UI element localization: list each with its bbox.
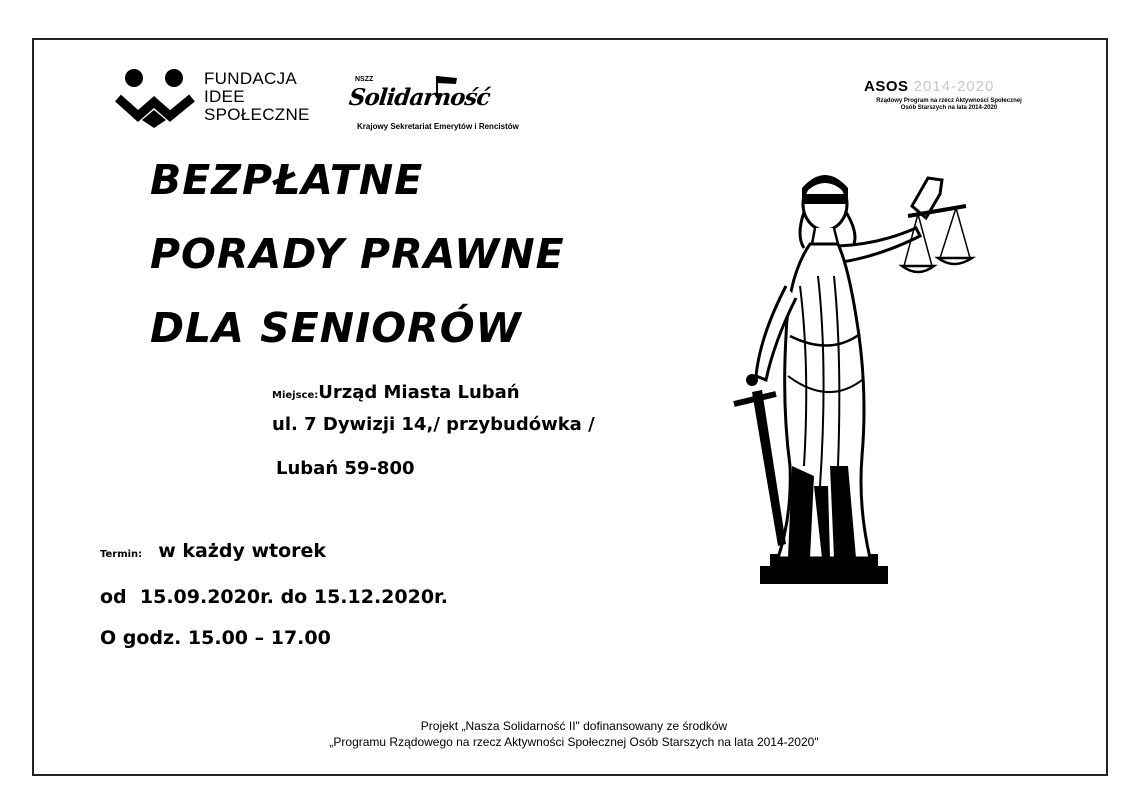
fundacja-line3: SPOŁECZNE xyxy=(204,105,310,124)
fundacja-logo xyxy=(114,68,334,132)
fundacja-line1: FUNDACJA xyxy=(204,69,298,88)
footer-line1: Projekt „Nasza Solidarność II" dofinansowany ze środków xyxy=(420,719,728,733)
lady-justice-icon xyxy=(730,166,980,586)
location-label: Miejsce: xyxy=(272,390,319,401)
solidarnosc-wordmark: Solidarność xyxy=(347,84,491,111)
headline-line1: BEZPŁATNE xyxy=(150,156,424,204)
asos-line1: Rządowy Program na rzecz Aktywności Społecznej xyxy=(876,98,1022,104)
asos-years: 2014-2020 xyxy=(913,78,995,95)
location-city: Lubań 59-800 xyxy=(276,458,415,479)
fundacja-mark-icon xyxy=(114,68,196,130)
location-street: ul. 7 Dywizji 14,/ przybudówka / xyxy=(272,414,595,435)
footer xyxy=(224,718,924,750)
headline-line3: DLA SENIORÓW xyxy=(150,304,522,352)
solidarnosc-logo xyxy=(345,72,555,136)
schedule-label: Termin: xyxy=(100,549,143,560)
nszz-label: NSZZ xyxy=(355,76,374,83)
solidarnosc-subtitle: Krajowy Sekretariat Emerytów i Rencistów xyxy=(357,122,519,131)
asos-logo xyxy=(864,76,1044,126)
footer-line2: „Programu Rządowego na rzecz Aktywności Społecznej Osób Starszych na lata 2014-2020" xyxy=(329,735,819,749)
headline-line2: PORADY PRAWNE xyxy=(150,230,565,278)
asos-line2: Osób Starszych na lata 2014-2020 xyxy=(900,105,998,111)
fundacja-line2: IDEE xyxy=(204,87,245,106)
schedule-hours: O godz. 15.00 – 17.00 xyxy=(100,627,331,649)
location-place-row xyxy=(272,382,520,403)
asos-title: ASOS xyxy=(864,78,909,95)
schedule-day: w każdy wtorek xyxy=(158,540,327,562)
location-place: Urząd Miasta Lubań xyxy=(318,382,520,403)
schedule-range: od 15.09.2020r. do 15.12.2020r. xyxy=(100,586,448,608)
schedule-day-row xyxy=(100,540,326,562)
